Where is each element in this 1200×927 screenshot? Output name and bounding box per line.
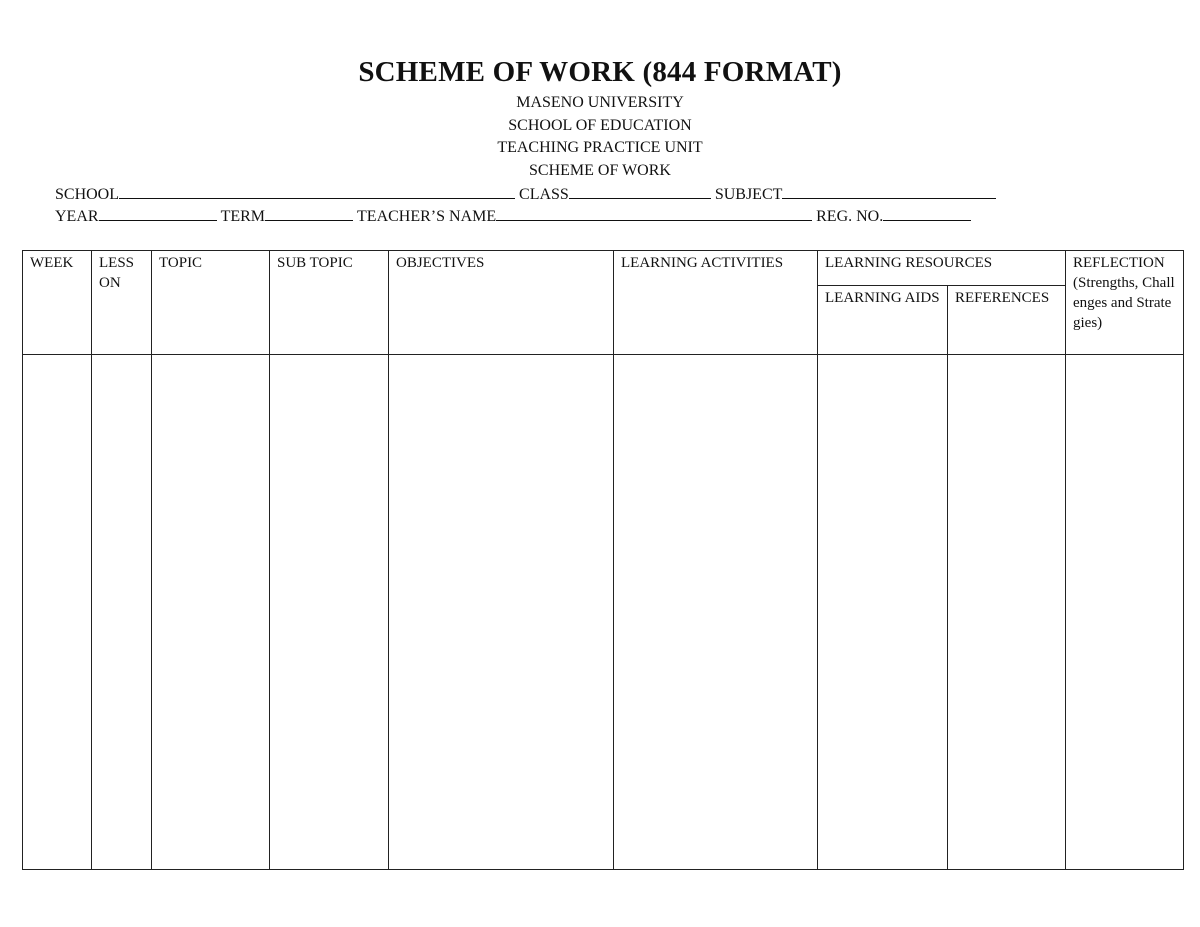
teacher-name-label: TEACHER’S NAME bbox=[357, 208, 497, 225]
school-class-subject-line bbox=[55, 184, 1000, 205]
objectives-cell[interactable] bbox=[389, 355, 614, 870]
year-label: YEAR bbox=[55, 208, 99, 225]
header-learning-activities: LEARNING ACTIVITIES bbox=[614, 251, 818, 355]
form-name: SCHEME OF WORK bbox=[529, 162, 671, 179]
header-sub-topic: SUB TOPIC bbox=[270, 251, 389, 355]
header-objectives: OBJECTIVES bbox=[389, 251, 614, 355]
references-cell[interactable] bbox=[948, 355, 1066, 870]
learning-aids-cell[interactable] bbox=[818, 355, 948, 870]
week-cell[interactable] bbox=[23, 355, 92, 870]
class-label: CLASS bbox=[519, 186, 569, 203]
university-name: MASENO UNIVERSITY bbox=[516, 94, 684, 111]
term-label: TERM bbox=[220, 208, 266, 225]
header-reflection: REFLECTION (Strengths, Challenges and Strategies) bbox=[1066, 251, 1184, 355]
teacher-name-field[interactable] bbox=[496, 206, 812, 221]
reg-no-label: REG. NO. bbox=[816, 208, 884, 225]
document-title: SCHEME OF WORK (844 FORMAT) bbox=[358, 56, 842, 88]
reflection-cell[interactable] bbox=[1066, 355, 1184, 870]
unit-name: TEACHING PRACTICE UNIT bbox=[497, 139, 703, 156]
subject-label: SUBJECT bbox=[714, 186, 783, 203]
school-label: SCHOOL bbox=[55, 186, 120, 203]
header-lesson: LESSON bbox=[92, 251, 152, 355]
subject-field[interactable] bbox=[782, 184, 996, 199]
topic-cell[interactable] bbox=[152, 355, 270, 870]
class-field[interactable] bbox=[569, 184, 711, 199]
header-week: WEEK bbox=[23, 251, 92, 355]
header-learning-resources: LEARNING RESOURCES bbox=[818, 251, 1066, 286]
year-term-teacher-line bbox=[55, 206, 975, 227]
lesson-cell[interactable] bbox=[92, 355, 152, 870]
school-field[interactable] bbox=[119, 184, 515, 199]
term-field[interactable] bbox=[265, 206, 353, 221]
header-learning-aids: LEARNING AIDS bbox=[818, 286, 948, 355]
school-name: SCHOOL OF EDUCATION bbox=[508, 117, 692, 134]
reg-no-field[interactable] bbox=[883, 206, 971, 221]
sub-topic-cell[interactable] bbox=[270, 355, 389, 870]
header-references: REFERENCES bbox=[948, 286, 1066, 355]
scheme-table bbox=[22, 250, 1184, 870]
header-topic: TOPIC bbox=[152, 251, 270, 355]
table-row bbox=[23, 355, 1184, 870]
learning-activities-cell[interactable] bbox=[614, 355, 818, 870]
year-field[interactable] bbox=[99, 206, 217, 221]
